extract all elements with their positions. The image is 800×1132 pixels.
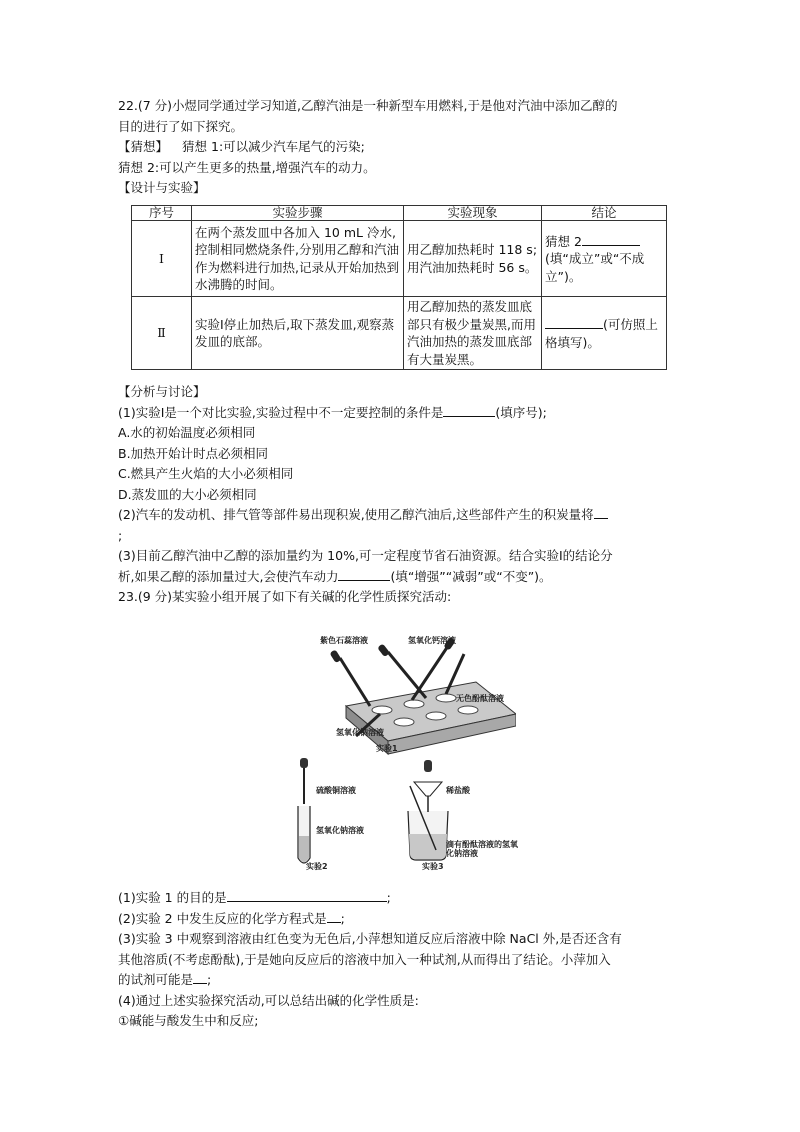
answer-blank[interactable] xyxy=(227,888,387,902)
label-calcium-hydroxide: 氢氧化钙溶液 xyxy=(408,636,456,645)
table-row xyxy=(132,297,667,370)
header-number: 序号 xyxy=(132,206,192,221)
q23-part-2-text: (2)实验 2 中发生反应的化学方程式是 xyxy=(118,910,327,926)
label-experiment-1: 实验1 xyxy=(376,744,398,753)
q23-part-3-text: 的试剂可能是 xyxy=(118,972,194,987)
q23-intro: 23.(9 分)某实验小组开展了如下有关碱的化学性质探究活动: xyxy=(118,589,452,604)
analysis-label: 【分析与讨论】 xyxy=(118,384,206,399)
q22-guess-2: 猜想 2:可以产生更多的热量,增强汽车的动力。 xyxy=(118,159,376,175)
header-phenomenon: 实验现象 xyxy=(404,206,542,221)
row-steps: 在两个蒸发皿中各加入 10 mL 冷水,控制相同燃烧条件,分别用乙醇和汽油作为燃料进行加热,记录从开始加热到水沸腾的时间。 xyxy=(192,221,404,297)
analysis-q2 xyxy=(118,505,678,526)
row-conclusion xyxy=(542,297,667,370)
answer-blank[interactable] xyxy=(443,403,495,417)
q22-intro-line-2: 目的进行了如下探究。 xyxy=(118,118,244,134)
option-a: A.水的初始温度必须相同 xyxy=(118,425,256,440)
beaker-illustration xyxy=(408,760,448,860)
q23-part-3-line-3 xyxy=(118,970,678,991)
answer-blank[interactable] xyxy=(582,232,640,246)
answer-blank[interactable] xyxy=(327,909,341,923)
q23-part-1 xyxy=(118,888,678,909)
analysis-q3-tail: (填“增强”“减弱”或“不变”)。 xyxy=(390,568,552,584)
conclusion-suffix: (可仿照上格填写)。 xyxy=(545,317,658,350)
q23-part-1-text: (1)实验 1 的目的是 xyxy=(118,890,227,905)
analysis-q1 xyxy=(118,403,678,424)
analysis-q3-text: 析,如果乙醇的添加量过大,会使汽车动力 xyxy=(118,568,339,584)
question-22-header xyxy=(118,96,678,199)
q23-part-2 xyxy=(118,909,678,930)
table-header-row xyxy=(132,206,667,221)
table-row xyxy=(132,221,667,297)
option-d: D.蒸发皿的大小必须相同 xyxy=(118,486,257,502)
analysis-q3-line-1: (3)目前乙醇汽油中乙醇的添加量约为 10%,可一定程度节省石油资源。结合实验Ⅰ的结论分 xyxy=(118,548,613,563)
experiment-figure xyxy=(296,636,516,881)
label-litmus: 紫色石蕊溶液 xyxy=(320,636,368,645)
label-copper-sulfate: 硫酸铜溶液 xyxy=(316,786,356,795)
row-phenomenon: 用乙醇加热的蒸发皿底部只有极少量炭黑,而用汽油加热的蒸发皿底部有大量炭黑。 xyxy=(404,297,542,370)
experiment-table xyxy=(131,205,667,370)
answer-blank[interactable] xyxy=(193,970,207,984)
label-experiment-2: 实验2 xyxy=(306,862,328,871)
q22-intro-line-1: 22.(7 分)小煜同学通过学习知道,乙醇汽油是一种新型车用燃料,于是他对汽油中添加乙醇的 xyxy=(118,98,618,113)
header-conclusion: 结论 xyxy=(542,206,667,221)
row-number: Ⅱ xyxy=(132,297,192,370)
answer-blank[interactable] xyxy=(545,315,603,329)
row-steps: 实验Ⅰ停止加热后,取下蒸发皿,观察蒸发皿的底部。 xyxy=(192,297,404,370)
q22-guess-line-1 xyxy=(118,137,678,158)
analysis-q2-tail: ; xyxy=(118,527,123,543)
label-beaker-solution: 滴有酚酞溶液的氢氧化钠溶液 xyxy=(446,840,518,858)
guess-label: 【猜想】 xyxy=(118,139,169,154)
row-phenomenon: 用乙醇加热耗时 118 s;用汽油加热耗时 56 s。 xyxy=(404,221,542,297)
label-sodium-hydroxide-plate: 氢氧化钠溶液 xyxy=(336,728,384,737)
conclusion-prefix: 猜想 2 xyxy=(545,233,582,249)
row-conclusion xyxy=(542,221,667,297)
q23-part-3-line-2: 其他溶质(不考虑酚酞),于是她向反应后的溶液中加入一种试剂,从而得出了结论。小萍加入 xyxy=(118,951,611,967)
analysis-q2-text: (2)汽车的发动机、排气管等部件易出现积炭,使用乙醇汽油后,这些部件产生的积炭量将 xyxy=(118,507,594,522)
option-b: B.加热开始计时点必须相同 xyxy=(118,445,269,461)
header-steps: 实验步骤 xyxy=(192,206,404,221)
analysis-q1-text: (1)实验Ⅰ是一个对比实验,实验过程中不一定要控制的条件是 xyxy=(118,404,444,420)
q23-part-2-tail: ; xyxy=(340,910,345,926)
answer-blank[interactable] xyxy=(338,567,390,581)
design-label: 【设计与实验】 xyxy=(118,180,206,195)
q23-part-3-line-1: (3)实验 3 中观察到溶液由红色变为无色后,小萍想知道反应后溶液中除 NaCl 外,是否还含有 xyxy=(118,931,622,946)
analysis-section xyxy=(118,382,678,608)
q23-part-3-tail: ; xyxy=(207,972,212,987)
analysis-q3-line-2 xyxy=(118,567,678,588)
question-23 xyxy=(118,888,678,1032)
option-c: C.燃具产生火焰的大小必须相同 xyxy=(118,466,294,481)
q23-part-4: (4)通过上述实验探究活动,可以总结出碱的化学性质是: xyxy=(118,992,419,1008)
label-experiment-3: 实验3 xyxy=(422,862,444,871)
analysis-q1-tail: (填序号); xyxy=(495,404,547,420)
row-number: Ⅰ xyxy=(132,221,192,297)
answer-blank[interactable] xyxy=(594,505,608,519)
guess-1: 猜想 1:可以减少汽车尾气的污染; xyxy=(182,139,365,154)
conclusion-suffix: (填“成立”或“不成立”)。 xyxy=(545,251,645,284)
q23-part-4-item-1: ①碱能与酸发生中和反应; xyxy=(118,1013,259,1028)
test-tube-illustration xyxy=(298,758,310,863)
label-sodium-hydroxide-tube: 氢氧化钠溶液 xyxy=(316,826,364,835)
label-dilute-hcl: 稀盐酸 xyxy=(446,786,470,795)
q23-part-1-tail: ; xyxy=(386,890,391,905)
label-phenolphthalein: 无色酚酞溶液 xyxy=(456,694,504,703)
